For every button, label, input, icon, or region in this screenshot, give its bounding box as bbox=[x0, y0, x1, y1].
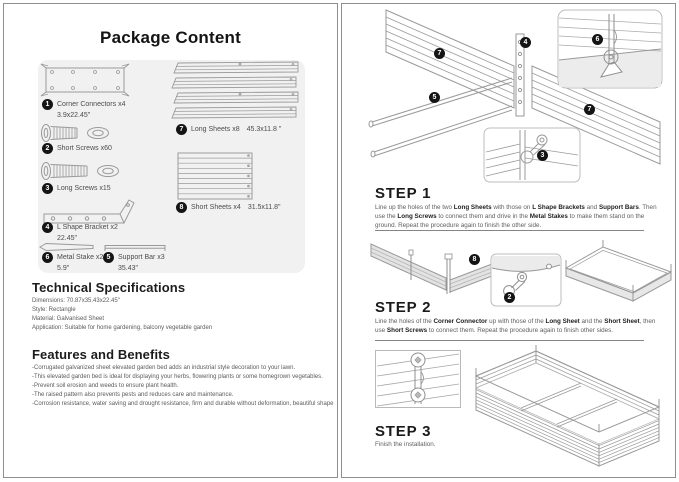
step3-heading: STEP 3 bbox=[375, 423, 432, 440]
step3-detail-drawing bbox=[375, 350, 461, 408]
step2-text: Line the holes of the Corner Connector up with those of the Long Sheet and the Short Sheet, then use Short Screws to connect them. Repeat the procedure again to finish other sides. bbox=[375, 318, 656, 334]
badge-short-sheet: 8 bbox=[469, 254, 480, 265]
tech-specs-heading: Technical Specifications bbox=[32, 280, 186, 295]
item-label: Metal Stake x2 bbox=[57, 254, 104, 261]
long-screw-inset bbox=[484, 128, 580, 182]
item-size: 3.9x22.45" bbox=[57, 111, 91, 119]
item-size: 5.9" bbox=[57, 264, 70, 272]
short-sheets-drawing bbox=[174, 150, 258, 202]
item-label: Short Screws x60 bbox=[57, 145, 112, 152]
item-size: 22.45" bbox=[57, 234, 78, 242]
item-long-sheets bbox=[176, 124, 281, 135]
item-label: Long Sheets x8 bbox=[191, 126, 240, 133]
item-number-badge: 6 bbox=[42, 252, 53, 263]
badge-short-screw: 2 bbox=[504, 292, 515, 303]
item-number-badge: 7 bbox=[176, 124, 187, 135]
item-short-sheets bbox=[176, 202, 281, 213]
tech-spec-line: Dimensions: 70.87x35.43x22.45" bbox=[32, 298, 120, 304]
badge-metal-stake: 6 bbox=[592, 34, 603, 45]
short-screw-inset bbox=[491, 254, 561, 306]
badge-support-bar: 5 bbox=[429, 92, 440, 103]
feature-line: -Prevent soil erosion and weeds to ensure plant health. bbox=[32, 383, 179, 389]
badge-corner-connector: 4 bbox=[520, 37, 531, 48]
item-label: Long Screws x15 bbox=[57, 185, 111, 192]
long-screw-drawing bbox=[38, 158, 128, 184]
features-list bbox=[32, 364, 334, 409]
item-size: 45.3x11.8 " bbox=[246, 126, 282, 133]
item-long-screws bbox=[42, 183, 111, 194]
tech-spec-line: Style: Rectangle bbox=[32, 307, 76, 313]
corner-connector-drawing bbox=[38, 62, 132, 98]
item-support-bar bbox=[103, 252, 165, 273]
item-number-badge: 1 bbox=[42, 99, 53, 110]
item-short-screws bbox=[42, 143, 112, 154]
feature-line: -Corrosion resistance, water saving and drought resistance, firm and durable without deformation, beautiful shape bbox=[32, 401, 334, 407]
page-title: Package Content bbox=[100, 28, 241, 47]
metal-stake-inset bbox=[558, 10, 662, 88]
item-corner-connectors bbox=[42, 99, 125, 120]
step1-heading: STEP 1 bbox=[375, 185, 432, 202]
finished-bed-drawing bbox=[473, 344, 665, 470]
item-size: 31.5x11.8" bbox=[247, 204, 281, 211]
step3-text: Finish the installation. bbox=[375, 441, 436, 448]
left-page bbox=[3, 3, 338, 478]
feature-line: -Corrugated galvanized sheet elevated garden bed adds an industrial style decoration to your lawn. bbox=[32, 365, 296, 371]
item-label: Corner Connectors x4 bbox=[57, 101, 126, 108]
item-number-badge: 8 bbox=[176, 202, 187, 213]
item-label: Support Bar x3 bbox=[118, 254, 165, 261]
right-page bbox=[341, 3, 676, 478]
item-number-badge: 4 bbox=[42, 222, 53, 233]
item-number-badge: 2 bbox=[42, 143, 53, 154]
divider bbox=[375, 230, 644, 231]
item-metal-stake bbox=[42, 252, 103, 273]
tech-spec-line: Material: Galvanised Sheet bbox=[32, 316, 105, 322]
step1-illustration bbox=[346, 6, 676, 184]
badge-long-sheet-right: 7 bbox=[584, 104, 595, 115]
item-number-badge: 3 bbox=[42, 183, 53, 194]
step1-text: Line up the holes of the two Long Sheets with those on L Shape Brackets and Support Bars. Then use the Long Screws to connect them and drive in the Metal Stakes to make them stand on the ground. Repeat the procedure again to finish the other side. bbox=[375, 204, 657, 229]
support-bar-drawing bbox=[102, 242, 168, 252]
badge-long-screw: 3 bbox=[537, 150, 548, 161]
item-label: L Shape Bracket x2 bbox=[57, 224, 118, 231]
badge-long-sheet-left: 7 bbox=[434, 48, 445, 59]
item-number-badge: 5 bbox=[103, 252, 114, 263]
long-sheets-drawing bbox=[170, 60, 304, 122]
metal-stake-drawing bbox=[38, 242, 96, 252]
tech-specs-list bbox=[32, 297, 212, 333]
assembled-frame bbox=[566, 240, 671, 301]
feature-line: -This elevated garden bed is ideal for displaying your herbs, flowering plants or some homegrown vegetables. bbox=[32, 374, 323, 380]
features-heading: Features and Benefits bbox=[32, 347, 170, 362]
item-size: 35.43" bbox=[118, 264, 139, 272]
tech-spec-line: Application: Suitable for home gardening, balcony vegetable garden bbox=[32, 325, 213, 331]
item-label: Short Sheets x4 bbox=[191, 204, 241, 211]
feature-line: -The raised pattern also prevents pests and reduces care and maintenance. bbox=[32, 392, 234, 398]
step2-heading: STEP 2 bbox=[375, 299, 432, 316]
divider bbox=[375, 340, 644, 341]
item-l-bracket bbox=[42, 222, 118, 243]
